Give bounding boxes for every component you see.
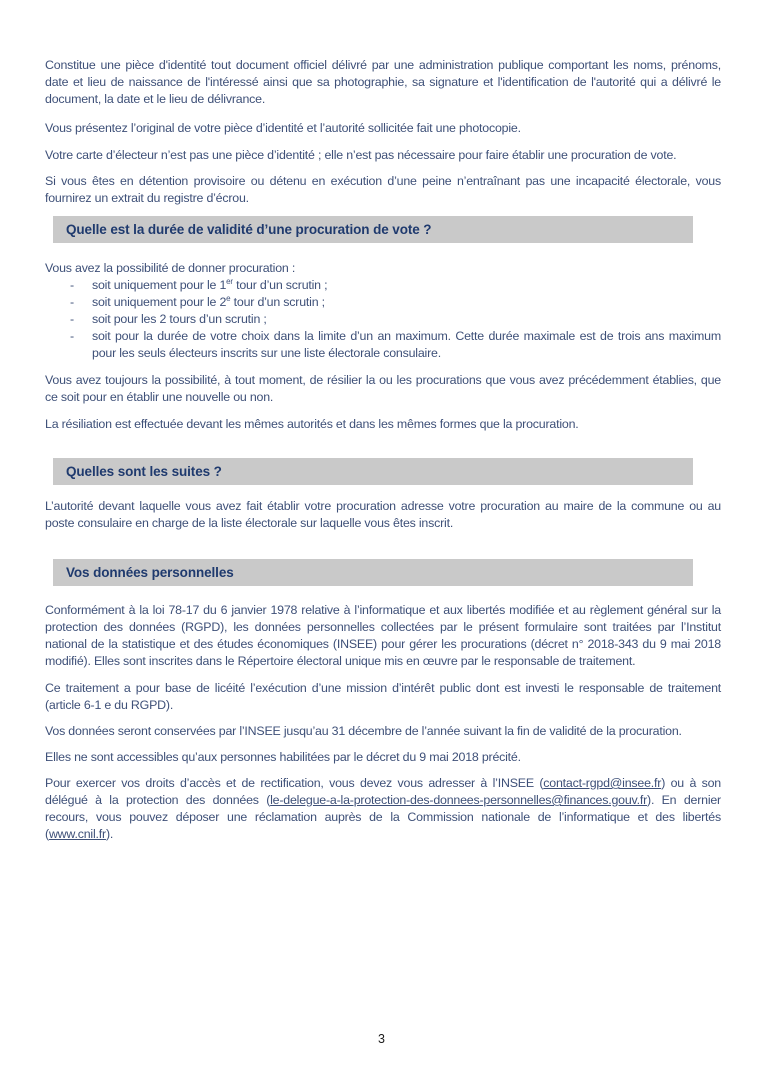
page-number: 3: [378, 1032, 385, 1046]
dash-bullet-marker: -: [70, 278, 74, 292]
section-heading-donnees-personnelles: [53, 559, 693, 586]
paragraph-transmission-procuration: L’autorité devant laquelle vous avez fait établir votre procuration adresse votre procuration au maire de la commune ou au poste consulaire en charge de la liste électorale sur laquelle vous êtes inscrit.: [45, 499, 721, 530]
paragraph-conservation-donnees: Vos données seront conservées par l’INSEE jusqu’au 31 décembre de l’année suivant la fin de validité de la procuration.: [45, 724, 682, 738]
dash-bullet-marker: -: [70, 312, 74, 326]
paragraph-accessibilite-donnees: Elles ne sont accessibles qu’aux personnes habilitées par le décret du 9 mai 2018 précité.: [45, 750, 521, 764]
paragraph-droits-acces-rectification: Pour exercer vos droits d’accès et de rectification, vous devez vous adresser à l’INSEE (contact-rgpd@insee.fr) ou à son délégué à la protection des données (le-delegue-a-la-protection-des-donnees-personnelles@finances.gouv.fr). En dernier recours, vous pouvez déposer une réclamation auprès de la Commission nationale de l’informatique et des libertés (www.cnil.fr).: [45, 776, 721, 841]
list-item-duree-choix: [45, 328, 721, 362]
paragraph-rgpd-insee: Conformément à la loi 78-17 du 6 janvier 1978 relative à l’informatique et aux libertés modifiée et au règlement général sur la protection des données (RGPD), les données personnelles collectées par le présent formulaire sont traitées par l’Institut national de la statistique et des études économiques (INSEE) pour gérer les procurations (décret n° 2018-343 du 9 mai 2018 modifié). Elles sont inscrites dans le Répertoire électoral unique mis en œuvre par le responsable de traitement.: [45, 603, 721, 668]
list-item-tour-2-text: soit uniquement pour le 2e tour d’un scrutin ;: [92, 293, 325, 309]
paragraph-piece-identite-definition: Constitue une pièce d'identité tout document officiel délivré par une administration publique comportant les noms, prénoms, date et lieu de naissance de l'intéressé ainsi que sa photographie, sa signature et l'identification de l'autorité qui a délivré le document, la date et le lieu de délivrance.: [45, 58, 721, 106]
paragraph-resiliation-possibilite: Vous avez toujours la possibilité, à tout moment, de résilier la ou les procurations que vous avez précédemment établies, que ce soit pour en établir une nouvelle ou non.: [45, 373, 721, 404]
link-delegue-protection-donnees-email[interactable]: le-delegue-a-la-protection-des-donnees-personnelles@finances.gouv.fr: [270, 793, 648, 807]
section-heading-duree-validite-label: Quelle est la durée de validité d’une procuration de vote ?: [66, 222, 432, 237]
section-heading-duree-validite: [53, 216, 693, 243]
list-item-2-tours-text: soit pour les 2 tours d’un scrutin ;: [92, 312, 267, 326]
dash-bullet-marker: -: [70, 295, 74, 309]
paragraph-presentation-original: Vous présentez l’original de votre pièce d’identité et l’autorité sollicitée fait une photocopie.: [45, 121, 521, 135]
paragraph-detention: Si vous êtes en détention provisoire ou détenu en exécution d’une peine n’entraînant pas une incapacité électorale, vous fournirez un extrait du registre d’écrou.: [45, 174, 721, 205]
link-contact-rgpd-email[interactable]: contact-rgpd@insee.fr: [543, 776, 662, 790]
section-heading-suites-label: Quelles sont les suites ?: [66, 464, 222, 479]
link-cnil-website[interactable]: www.cnil.fr: [48, 827, 106, 841]
list-item-tour-1: [45, 277, 721, 294]
section-heading-suites: [53, 458, 693, 485]
paragraph-possibilite-procuration: Vous avez la possibilité de donner procuration :: [45, 261, 296, 275]
paragraph-carte-electeur: Votre carte d’électeur n’est pas une pièce d’identité ; elle n’est pas nécessaire pour faire établir une procuration de vote.: [45, 148, 677, 162]
list-item-2-tours: [45, 311, 721, 328]
page-content: [45, 0, 721, 843]
superscript-er: er: [226, 276, 233, 286]
list-item-duree-choix-text: soit pour la durée de votre choix dans la limite d’un an maximum. Cette durée maximale est de trois ans maximum pour les seuls électeurs inscrits sur une liste électorale consulaire.: [92, 329, 721, 360]
list-item-tour-1-text: soit uniquement pour le 1er tour d’un scrutin ;: [92, 276, 328, 292]
list-item-tour-2: [45, 294, 721, 311]
superscript-e: e: [226, 293, 231, 303]
section-heading-donnees-personnelles-label: Vos données personnelles: [66, 565, 234, 580]
paragraph-resiliation-formes: La résiliation est effectuée devant les mêmes autorités et dans les mêmes formes que la procuration.: [45, 417, 579, 431]
list-duree-options: [45, 277, 721, 362]
dash-bullet-marker: -: [70, 329, 74, 343]
paragraph-base-liceite: Ce traitement a pour base de licéité l’exécution d’une mission d’intérêt public dont est investi le responsable de traitement (article 6-1 e du RGPD).: [45, 681, 721, 712]
